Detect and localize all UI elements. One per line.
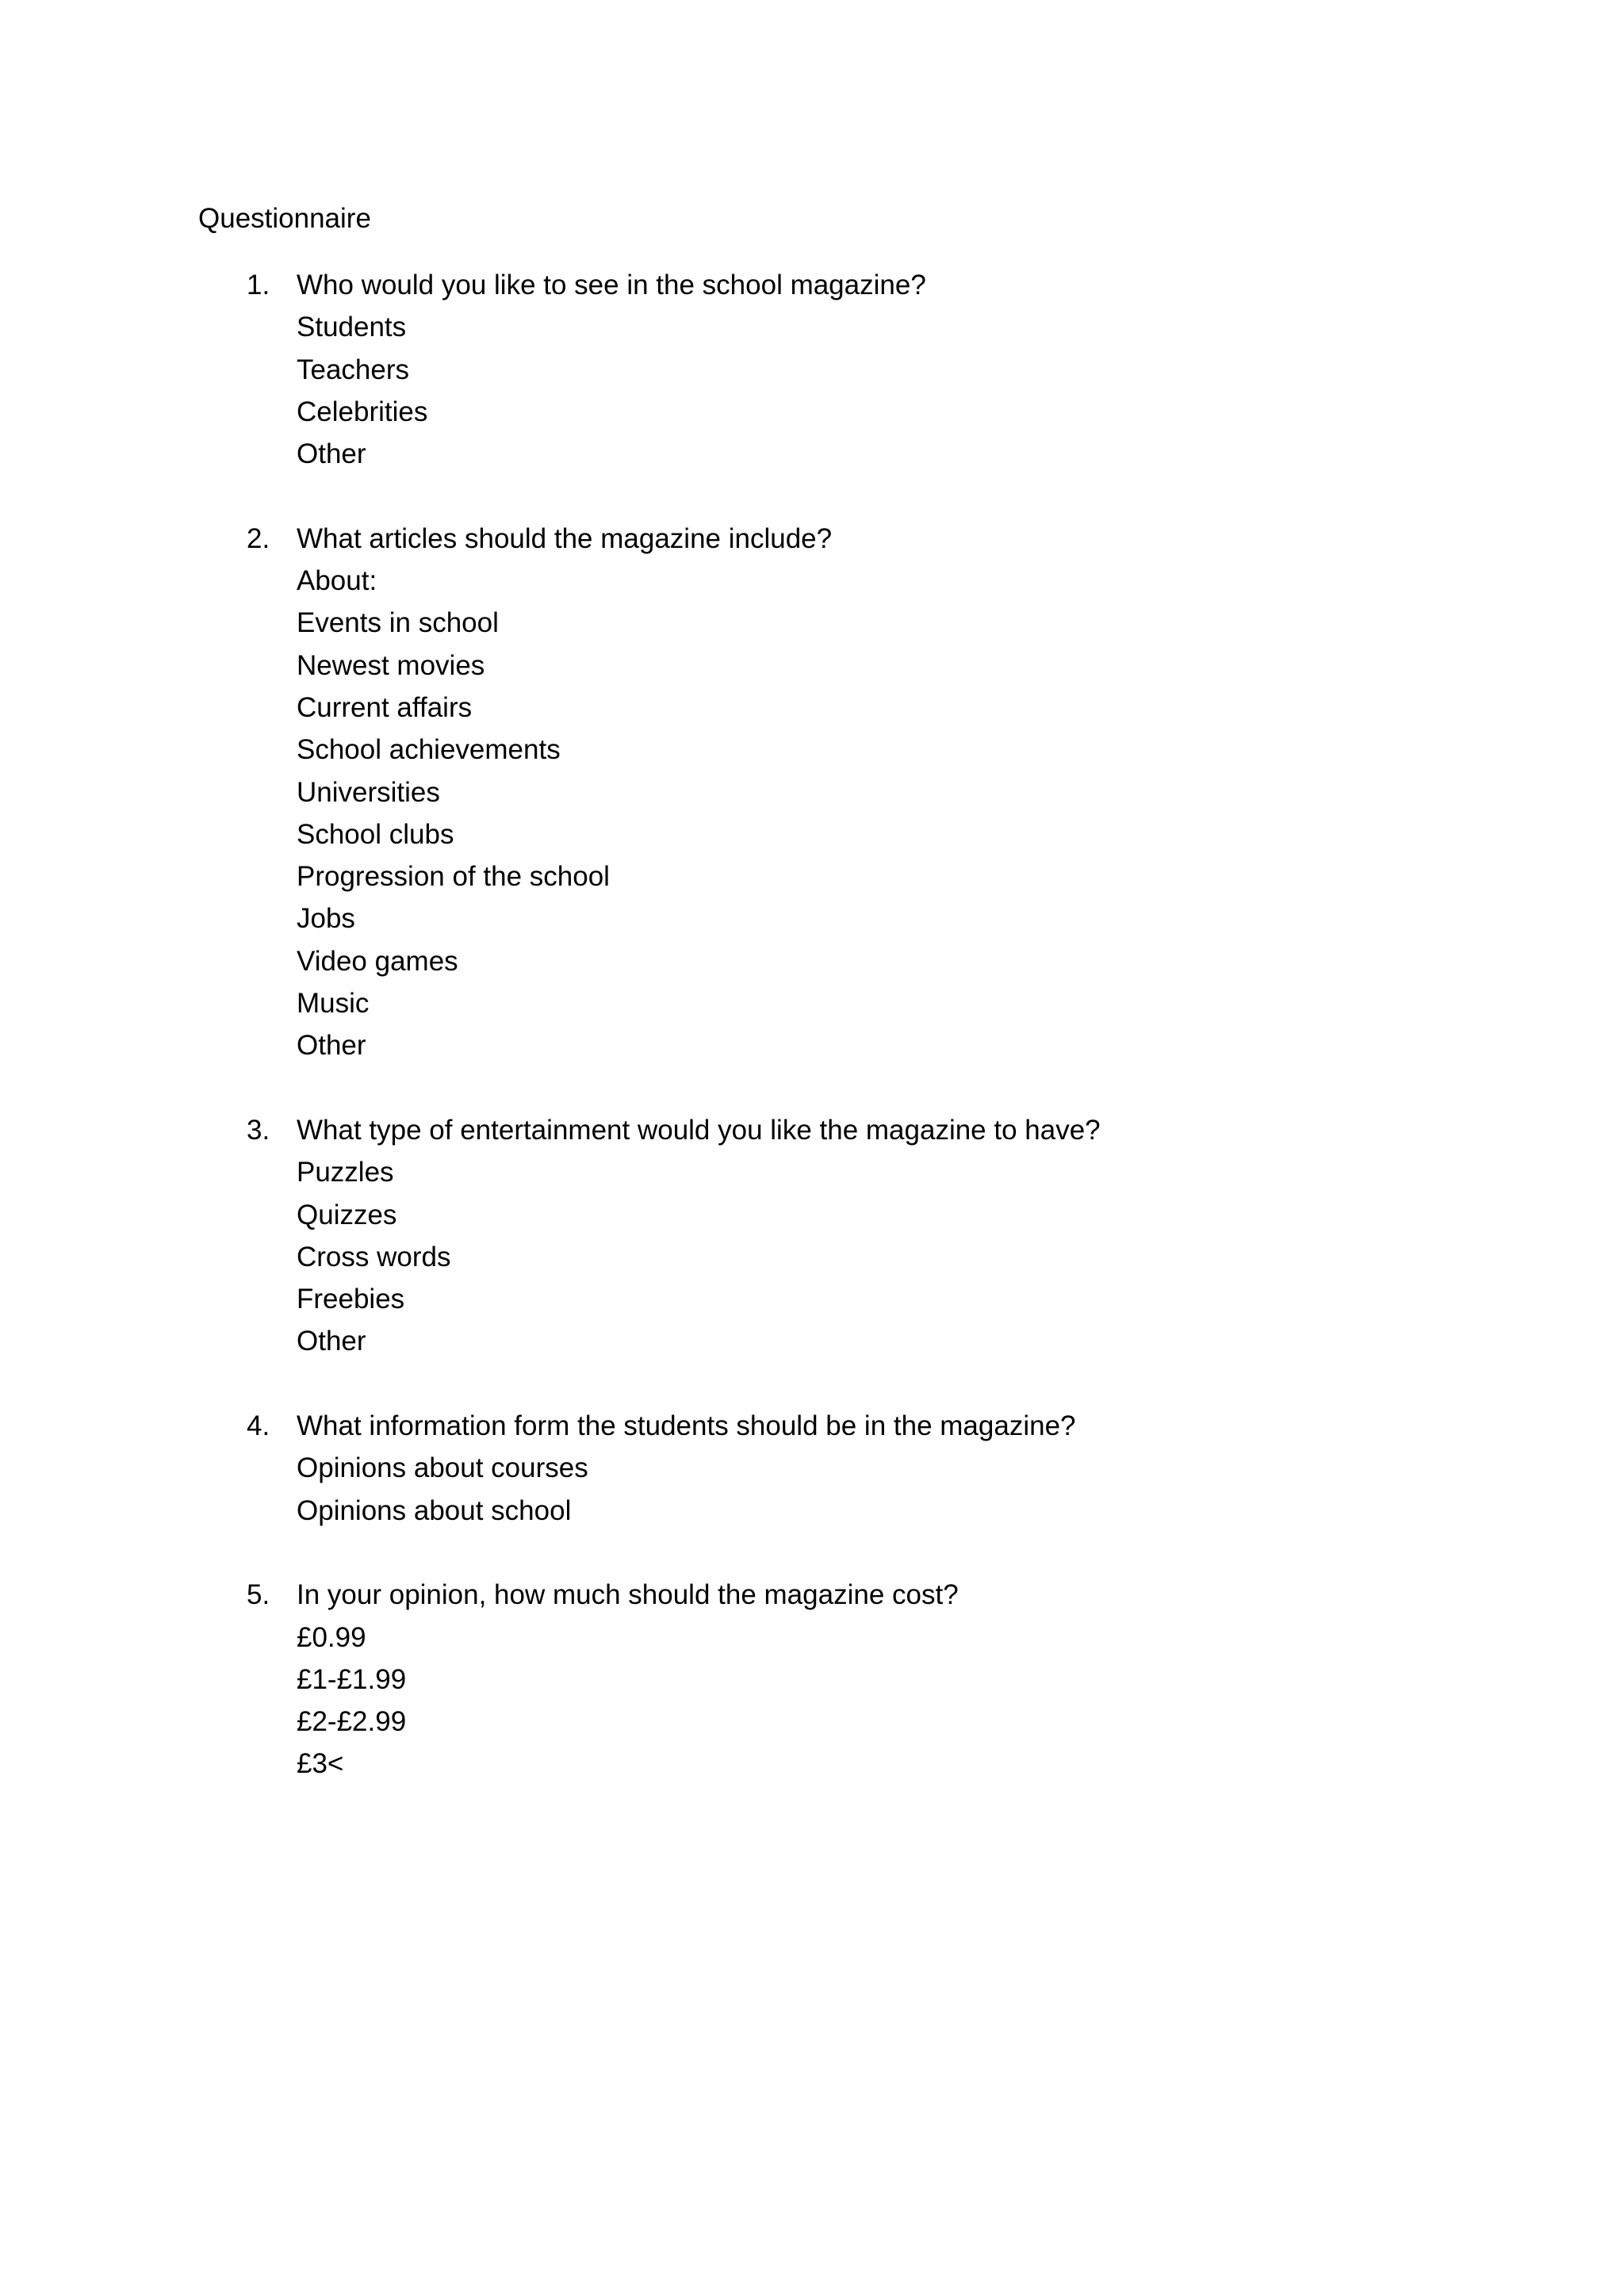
question-3 xyxy=(0,1109,1624,1363)
answer-option: Freebies xyxy=(297,1284,405,1315)
document-title: Questionnaire xyxy=(198,203,371,234)
answer-option: Progression of the school xyxy=(297,861,610,893)
answer-option: Opinions about school xyxy=(297,1494,572,1526)
question-number: 2. xyxy=(247,522,270,554)
answer-option: Puzzles xyxy=(297,1157,394,1188)
question-text: What articles should the magazine include? xyxy=(297,522,833,554)
answer-option: Opinions about courses xyxy=(297,1452,588,1484)
answer-option: Newest movies xyxy=(297,649,485,681)
question-text: What type of entertainment would you like the magazine to have? xyxy=(297,1114,1101,1146)
answer-option: Jobs xyxy=(297,903,355,935)
answer-option: Music xyxy=(297,988,370,1020)
answer-option: Quizzes xyxy=(297,1199,397,1230)
question-body xyxy=(297,1574,1624,1785)
answer-option: Cross words xyxy=(297,1241,451,1272)
question-4 xyxy=(0,1405,1624,1532)
question-list xyxy=(0,264,1624,1827)
answer-option: Students xyxy=(297,312,407,343)
answer-option: £1-£1.99 xyxy=(297,1663,407,1695)
answer-option: Universities xyxy=(297,776,440,808)
question-5 xyxy=(0,1574,1624,1785)
question-body xyxy=(297,1405,1624,1532)
answer-option: Video games xyxy=(297,945,458,977)
question-1 xyxy=(0,264,1624,475)
answer-option: Teachers xyxy=(297,354,410,385)
answer-option: £2-£2.99 xyxy=(297,1706,407,1738)
answer-option: Current affairs xyxy=(297,691,473,723)
question-number: 1. xyxy=(247,270,270,300)
question-text: Who would you like to see in the school magazine? xyxy=(297,270,926,300)
question-text: In your opinion, how much should the magazine cost? xyxy=(297,1579,959,1611)
question-number: 3. xyxy=(247,1114,270,1146)
answer-option: Other xyxy=(297,1326,366,1357)
question-number: 4. xyxy=(247,1410,270,1442)
answer-option: Celebrities xyxy=(297,396,428,427)
answer-option: About: xyxy=(297,565,377,597)
answer-option: School clubs xyxy=(297,818,454,850)
question-number: 5. xyxy=(247,1579,270,1611)
question-body xyxy=(297,518,1624,1067)
question-2 xyxy=(0,518,1624,1067)
answer-option: £0.99 xyxy=(297,1621,366,1653)
answer-option: Other xyxy=(297,1030,366,1062)
answer-option: £3< xyxy=(297,1748,344,1780)
question-body xyxy=(297,1109,1624,1363)
answer-option: Other xyxy=(297,438,366,470)
answer-option: Events in school xyxy=(297,607,499,639)
question-text: What information form the students should be in the magazine? xyxy=(297,1410,1076,1442)
question-body xyxy=(297,264,1624,475)
answer-option: School achievements xyxy=(297,734,561,766)
